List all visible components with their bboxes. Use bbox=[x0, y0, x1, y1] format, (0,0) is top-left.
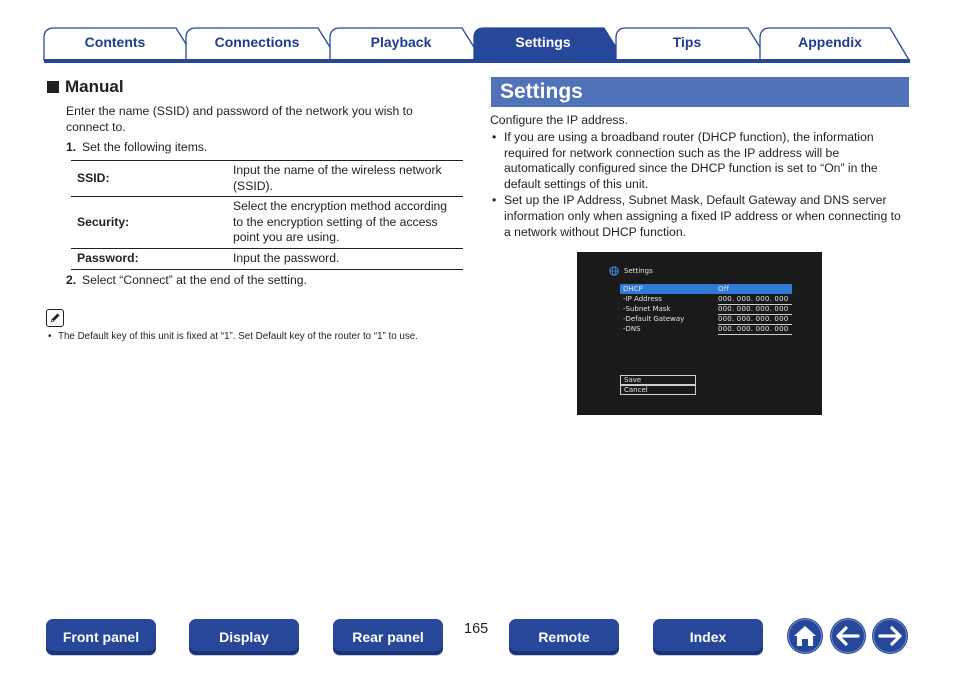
screen-row-ip-address bbox=[620, 294, 792, 304]
section-heading bbox=[47, 77, 124, 97]
screen-row-label: -DNS bbox=[623, 325, 641, 333]
screen-row-value: 000. 000. 000. 000 bbox=[718, 314, 792, 325]
tab-shapes bbox=[0, 0, 954, 64]
index-button[interactable]: Index bbox=[653, 619, 763, 655]
arrow-right-icon[interactable] bbox=[871, 617, 909, 655]
step-2-text: Select “Connect” at the end of the setting. bbox=[82, 273, 307, 287]
table-key: Password: bbox=[71, 249, 227, 270]
step-2 bbox=[66, 272, 307, 288]
screen-row-label: DHCP bbox=[623, 285, 643, 293]
globe-icon bbox=[609, 266, 619, 276]
screen-row-value: Off bbox=[718, 285, 730, 293]
pencil-icon bbox=[46, 309, 64, 327]
device-screen bbox=[577, 252, 822, 415]
list-item-text: If you are using a broadband router (DHCP function), the information required for network connection such as the IP address will be automatically configured since the DHCP function is set to “On” in the default settings of this unit. bbox=[504, 130, 878, 191]
bullet-list bbox=[490, 130, 910, 241]
table-value: Input the password. bbox=[227, 249, 463, 270]
screen-row-value: 000. 000. 000. 000 bbox=[718, 324, 792, 335]
front-panel-button[interactable]: Front panel bbox=[46, 619, 156, 655]
screen-row-dns bbox=[620, 324, 792, 334]
home-icon[interactable] bbox=[786, 617, 824, 655]
step-1-number: 1. bbox=[66, 140, 77, 154]
intro-paragraph: Enter the name (SSID) and password of the network you wish to connect to. bbox=[66, 104, 413, 134]
list-item-text: Set up the IP Address, Subnet Mask, Default Gateway and DNS server information only when assigning a fixed IP address or when connecting to a network without DHCP function. bbox=[504, 193, 901, 239]
settings-items-table bbox=[71, 160, 463, 270]
section-heading-text: Manual bbox=[65, 77, 124, 96]
step-2-number: 2. bbox=[66, 273, 77, 287]
step-1-text: Set the following items. bbox=[82, 140, 208, 154]
arrow-left-icon[interactable] bbox=[829, 617, 867, 655]
screen-row-default-gateway bbox=[620, 314, 792, 324]
screen-title-text: Settings bbox=[624, 267, 653, 275]
tab-playback[interactable]: Playback bbox=[370, 34, 432, 50]
note-body: The Default key of this unit is fixed at “1”. Set Default key of the router to “1” to use. bbox=[58, 331, 418, 342]
page-number: 165 bbox=[464, 621, 489, 637]
screen-row-subnet-mask bbox=[620, 304, 792, 314]
rear-panel-button[interactable]: Rear panel bbox=[333, 619, 443, 655]
screen-row-label: -IP Address bbox=[623, 295, 662, 303]
table-row bbox=[71, 197, 463, 249]
screen-row-dhcp bbox=[620, 284, 792, 294]
screen-cancel-button: Cancel bbox=[620, 385, 696, 395]
tab-tips[interactable]: Tips bbox=[672, 34, 702, 50]
table-key: Security: bbox=[71, 197, 227, 249]
remote-button[interactable]: Remote bbox=[509, 619, 619, 655]
table-key: SSID: bbox=[71, 161, 227, 197]
display-button[interactable]: Display bbox=[189, 619, 299, 655]
bullet-dot: • bbox=[492, 130, 497, 144]
chapter-tabs bbox=[0, 0, 954, 64]
tab-settings[interactable]: Settings bbox=[515, 34, 571, 50]
screen-row-label: -Default Gateway bbox=[623, 315, 685, 323]
step-1 bbox=[66, 139, 207, 155]
screen-save-button: Save bbox=[620, 375, 696, 385]
list-item bbox=[490, 193, 910, 240]
table-value: Input the name of the wireless network (SSID). bbox=[227, 161, 463, 197]
note-text bbox=[48, 330, 418, 343]
heading-square-icon bbox=[47, 81, 59, 93]
tab-appendix[interactable]: Appendix bbox=[798, 34, 862, 50]
screen-row-label: -Subnet Mask bbox=[623, 305, 671, 313]
tab-connections[interactable]: Connections bbox=[214, 34, 300, 50]
table-value: Select the encryption method according to the encryption setting of the access point you are using. bbox=[227, 197, 463, 249]
table-row bbox=[71, 249, 463, 270]
screen-row-value: 000. 000. 000. 000 bbox=[718, 294, 792, 305]
tab-contents[interactable]: Contents bbox=[84, 34, 146, 50]
table-row bbox=[71, 161, 463, 197]
list-item bbox=[490, 130, 910, 192]
configure-paragraph: Configure the IP address. bbox=[490, 113, 628, 127]
screen-title bbox=[609, 266, 653, 276]
settings-banner bbox=[491, 77, 909, 107]
banner-title: Settings bbox=[500, 80, 583, 103]
bullet-dot: • bbox=[492, 193, 497, 208]
screen-row-value: 000. 000. 000. 000 bbox=[718, 304, 792, 315]
bullet-dot: • bbox=[48, 331, 52, 342]
